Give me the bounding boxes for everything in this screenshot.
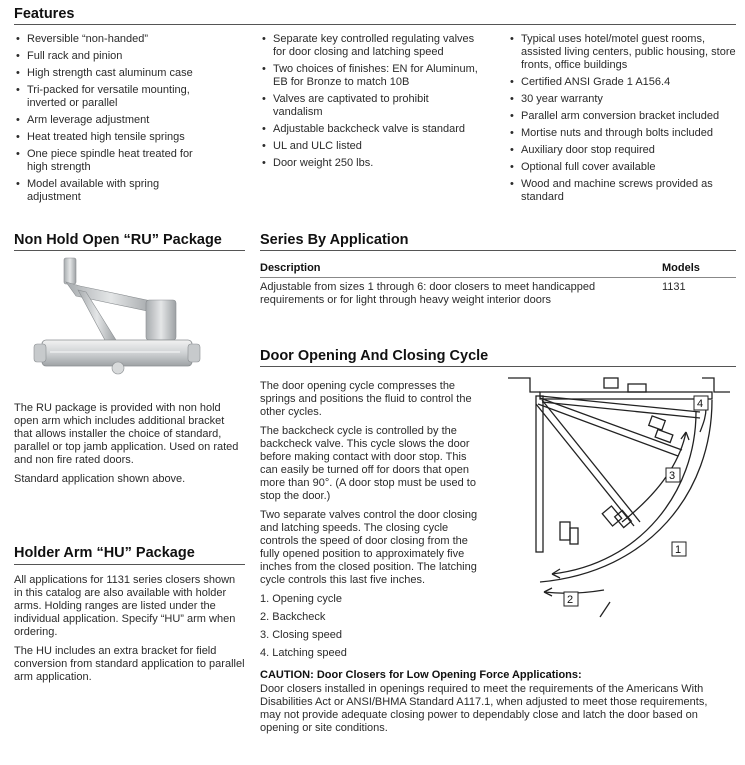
list-item: 1. Opening cycle: [260, 593, 342, 605]
list-item: 2. Backcheck: [260, 611, 326, 623]
list-item: • High strength cast aluminum case: [14, 67, 214, 80]
ru-package-note: Standard application shown above.: [14, 473, 186, 485]
list-item: • 30 year warranty: [508, 93, 736, 106]
table-cell-model: 1131: [662, 281, 686, 293]
table-cell-description: Adjustable from sizes 1 through 6: door closers to meet handicapped requirements or for light through heavy weight interior doors: [260, 281, 596, 306]
features-rule: [14, 24, 736, 25]
list-item: • Arm leverage adjustment: [14, 114, 214, 127]
features-list-col1: [14, 33, 214, 208]
cycle-text-closing: Two separate valves control the door closing and latching speeds. The closing cycle controls the speed of door closing from the fully opened position to approximately five inches from the closed position. The latching cycle controls this last five inches.: [260, 509, 478, 586]
list-item: • Mortise nuts and through bolts included: [508, 127, 736, 140]
table-header-rule: [260, 277, 736, 278]
hu-package-title: Holder Arm “HU” Package: [14, 545, 195, 561]
ru-package-description: [14, 402, 244, 492]
door-cycle-diagram: [500, 372, 736, 622]
caution-text: Door closers installed in openings required to meet the requirements of the Americans With Disabilities Act or ANSI/BHMA Standard A117.1, when adjusted to meet those requirements, may not provide adequate closing power to dependably close and latch the door based on opening or site conditions.: [260, 683, 708, 734]
list-item: • Certified ANSI Grade 1 A156.4: [508, 76, 736, 89]
cycle-text-backcheck: The backcheck cycle is controlled by the backcheck valve. This cycle slows the door before making contact with door stop. This can easily be turned off for doors that open more than 90°. (A door stop must be used to stop the door.): [260, 425, 476, 502]
cycle-description: [260, 380, 486, 665]
features-list-col2: [260, 33, 478, 174]
cycle-text-opening: The door opening cycle compresses the springs and positions the fluid to control the other cycles.: [260, 380, 472, 418]
hu-package-text-2: The HU includes an extra bracket for field conversion from standard application to parallel arm application.: [14, 645, 245, 683]
features-title: Features: [14, 6, 75, 22]
list-item: 4. Latching speed: [260, 647, 347, 659]
list-item: • Wood and machine screws provided as standard: [508, 178, 736, 204]
series-title: Series By Application: [260, 232, 409, 248]
list-item: • Parallel arm conversion bracket included: [508, 110, 736, 123]
cycle-steps-list: [260, 593, 486, 660]
door-closer-product-image: [20, 256, 220, 386]
list-item: • UL and ULC listed: [260, 140, 478, 153]
list-item: • Optional full cover available: [508, 161, 736, 174]
ru-package-rule: [14, 250, 245, 251]
diagram-label-4: 4: [697, 398, 704, 410]
hu-package-description: [14, 574, 246, 690]
features-list-col3: [508, 33, 736, 208]
list-item: • Reversible “non-handed”: [14, 33, 214, 46]
list-item: • Door weight 250 lbs.: [260, 157, 478, 170]
hu-package-rule: [14, 564, 245, 565]
caution-title: CAUTION: Door Closers for Low Opening Force Applications:: [260, 669, 582, 681]
diagram-label-3: 3: [669, 470, 676, 482]
ru-package-title: Non Hold Open “RU” Package: [14, 232, 222, 248]
list-item: • Two choices of finishes: EN for Aluminum, EB for Bronze to match 10B: [260, 63, 478, 89]
list-item: • Separate key controlled regulating valves for door closing and latching speed: [260, 33, 478, 59]
cycle-title: Door Opening And Closing Cycle: [260, 348, 489, 364]
list-item: • One piece spindle heat treated for high strength: [14, 148, 214, 174]
table-header-models: Models: [662, 262, 700, 274]
hu-package-text: All applications for 1131 series closers shown in this catalog are also available with holder arms. Holding ranges are listed under the individual application. Specify “HU” arm when ordering.: [14, 574, 236, 638]
list-item: • Model available with spring adjustment: [14, 178, 214, 204]
list-item: • Valves are captivated to prohibit vandalism: [260, 93, 478, 119]
table-header-description: Description: [260, 262, 321, 274]
cycle-rule: [260, 366, 736, 367]
list-item: 3. Closing speed: [260, 629, 342, 641]
series-rule: [260, 250, 736, 251]
list-item: • Full rack and pinion: [14, 50, 214, 63]
ru-package-text: The RU package is provided with non hold open arm which includes additional bracket that allows installer the choice of standard, parallel or top jamb application. Used on rated and non fire rated doors.: [14, 402, 239, 466]
diagram-label-2: 2: [567, 594, 574, 606]
list-item: • Tri-packed for versatile mounting, inverted or parallel: [14, 84, 214, 110]
list-item: • Typical uses hotel/motel guest rooms, assisted living centers, public housing, store fronts, office buildings: [508, 33, 736, 72]
list-item: • Heat treated high tensile springs: [14, 131, 214, 144]
list-item: • Auxiliary door stop required: [508, 144, 736, 157]
list-item: • Adjustable backcheck valve is standard: [260, 123, 478, 136]
diagram-label-1: 1: [675, 544, 682, 556]
